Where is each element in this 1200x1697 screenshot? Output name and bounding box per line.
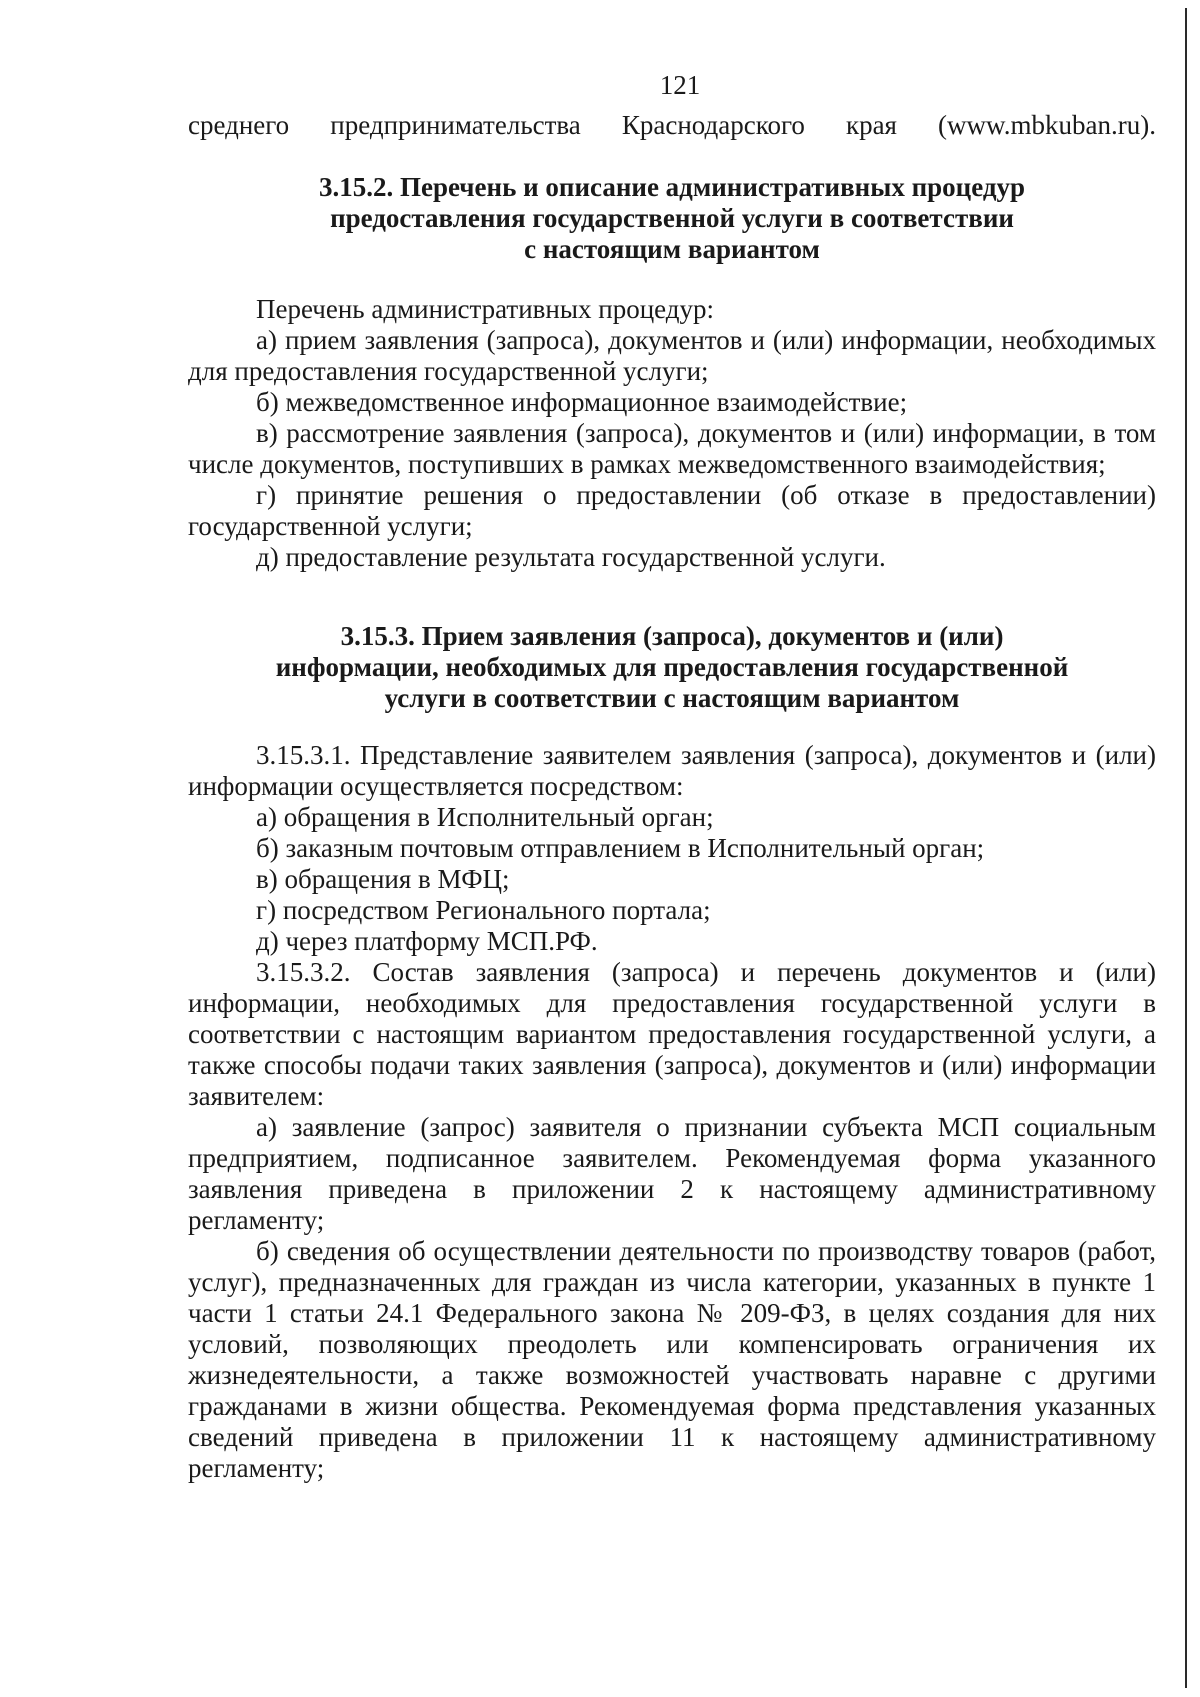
heading-3-15-3 [188, 621, 1156, 714]
heading-line: с настоящим вариантом [524, 234, 820, 264]
heading-line: предоставления государственной услуги в соответствии [330, 203, 1014, 233]
page-number: 121 [659, 70, 701, 100]
page-edge-line [1185, 8, 1187, 1688]
intro-line: среднего предпринимательства Краснодарского края (www.mbkuban.ru). [188, 110, 1156, 140]
list-item: а) прием заявления (запроса), документов и (или) информации, необходимых для предоставления государственной услуги; [188, 325, 1156, 386]
list-item: г) принятие решения о предоставлении (об отказе в предоставлении) государственной услуги; [188, 480, 1156, 541]
intro-continuation [188, 110, 1156, 141]
heading-line: информации, необходимых для предоставления государственной [275, 652, 1069, 682]
list-item: в) обращения в МФЦ; [256, 864, 510, 894]
heading-line: 3.15.3. Прием заявления (запроса), документов и (или) [340, 621, 1004, 651]
heading-3-15-2 [188, 172, 1156, 265]
list-item: б) сведения об осуществлении деятельности по производству товаров (работ, услуг), предназначенных для граждан из числа категории, указанных в пункте 1 части 1 статьи 24.1 Федерального закона № 209-ФЗ, в целях создания для них условий, позволяющих преодолеть или компенсировать ограничения их жизнедеятельности, а также возможностей участвовать наравне с другими гражданами в жизни общества. Рекомендуемая форма представления указанных сведений приведена в приложении 11 к настоящему административному регламенту; [188, 1236, 1156, 1483]
list-item: в) рассмотрение заявления (запроса), документов и (или) информации, в том числе документов, поступивших в рамках межведомственного взаимодействия; [188, 418, 1156, 479]
list-item: д) через платформу МСП.РФ. [256, 926, 598, 956]
list-item: б) заказным почтовым отправлением в Исполнительный орган; [256, 833, 985, 863]
procedures-list [188, 294, 1156, 573]
section-3-15-3-body [188, 740, 1156, 1484]
paragraph-3-15-3-2: 3.15.3.2. Состав заявления (запроса) и перечень документов и (или) информации, необходимых для предоставления государственной услуги в соответствии с настоящим вариантом предоставления государственной услуги, а также способы подачи таких заявления (запроса), документов и (или) информации заявителем: [188, 957, 1156, 1111]
heading-line: 3.15.2. Перечень и описание административных процедур [318, 172, 1026, 202]
paragraph-3-15-3-1: 3.15.3.1. Представление заявителем заявления (запроса), документов и (или) информации осуществляется посредством: [188, 740, 1156, 801]
list-item: б) межведомственное информационное взаимодействие; [256, 387, 908, 417]
heading-line: услуги в соответствии с настоящим вариантом [384, 683, 960, 713]
list-item: а) заявление (запрос) заявителя о признании субъекта МСП социальным предприятием, подписанное заявителем. Рекомендуемая форма указанного заявления приведена в приложении 2 к настоящему административному регламенту; [188, 1112, 1156, 1235]
list-item: а) обращения в Исполнительный орган; [256, 802, 714, 832]
list-item: д) предоставление результата государственной услуги. [256, 542, 886, 572]
list-item: г) посредством Регионального портала; [256, 895, 711, 925]
list-title: Перечень административных процедур: [256, 294, 715, 324]
